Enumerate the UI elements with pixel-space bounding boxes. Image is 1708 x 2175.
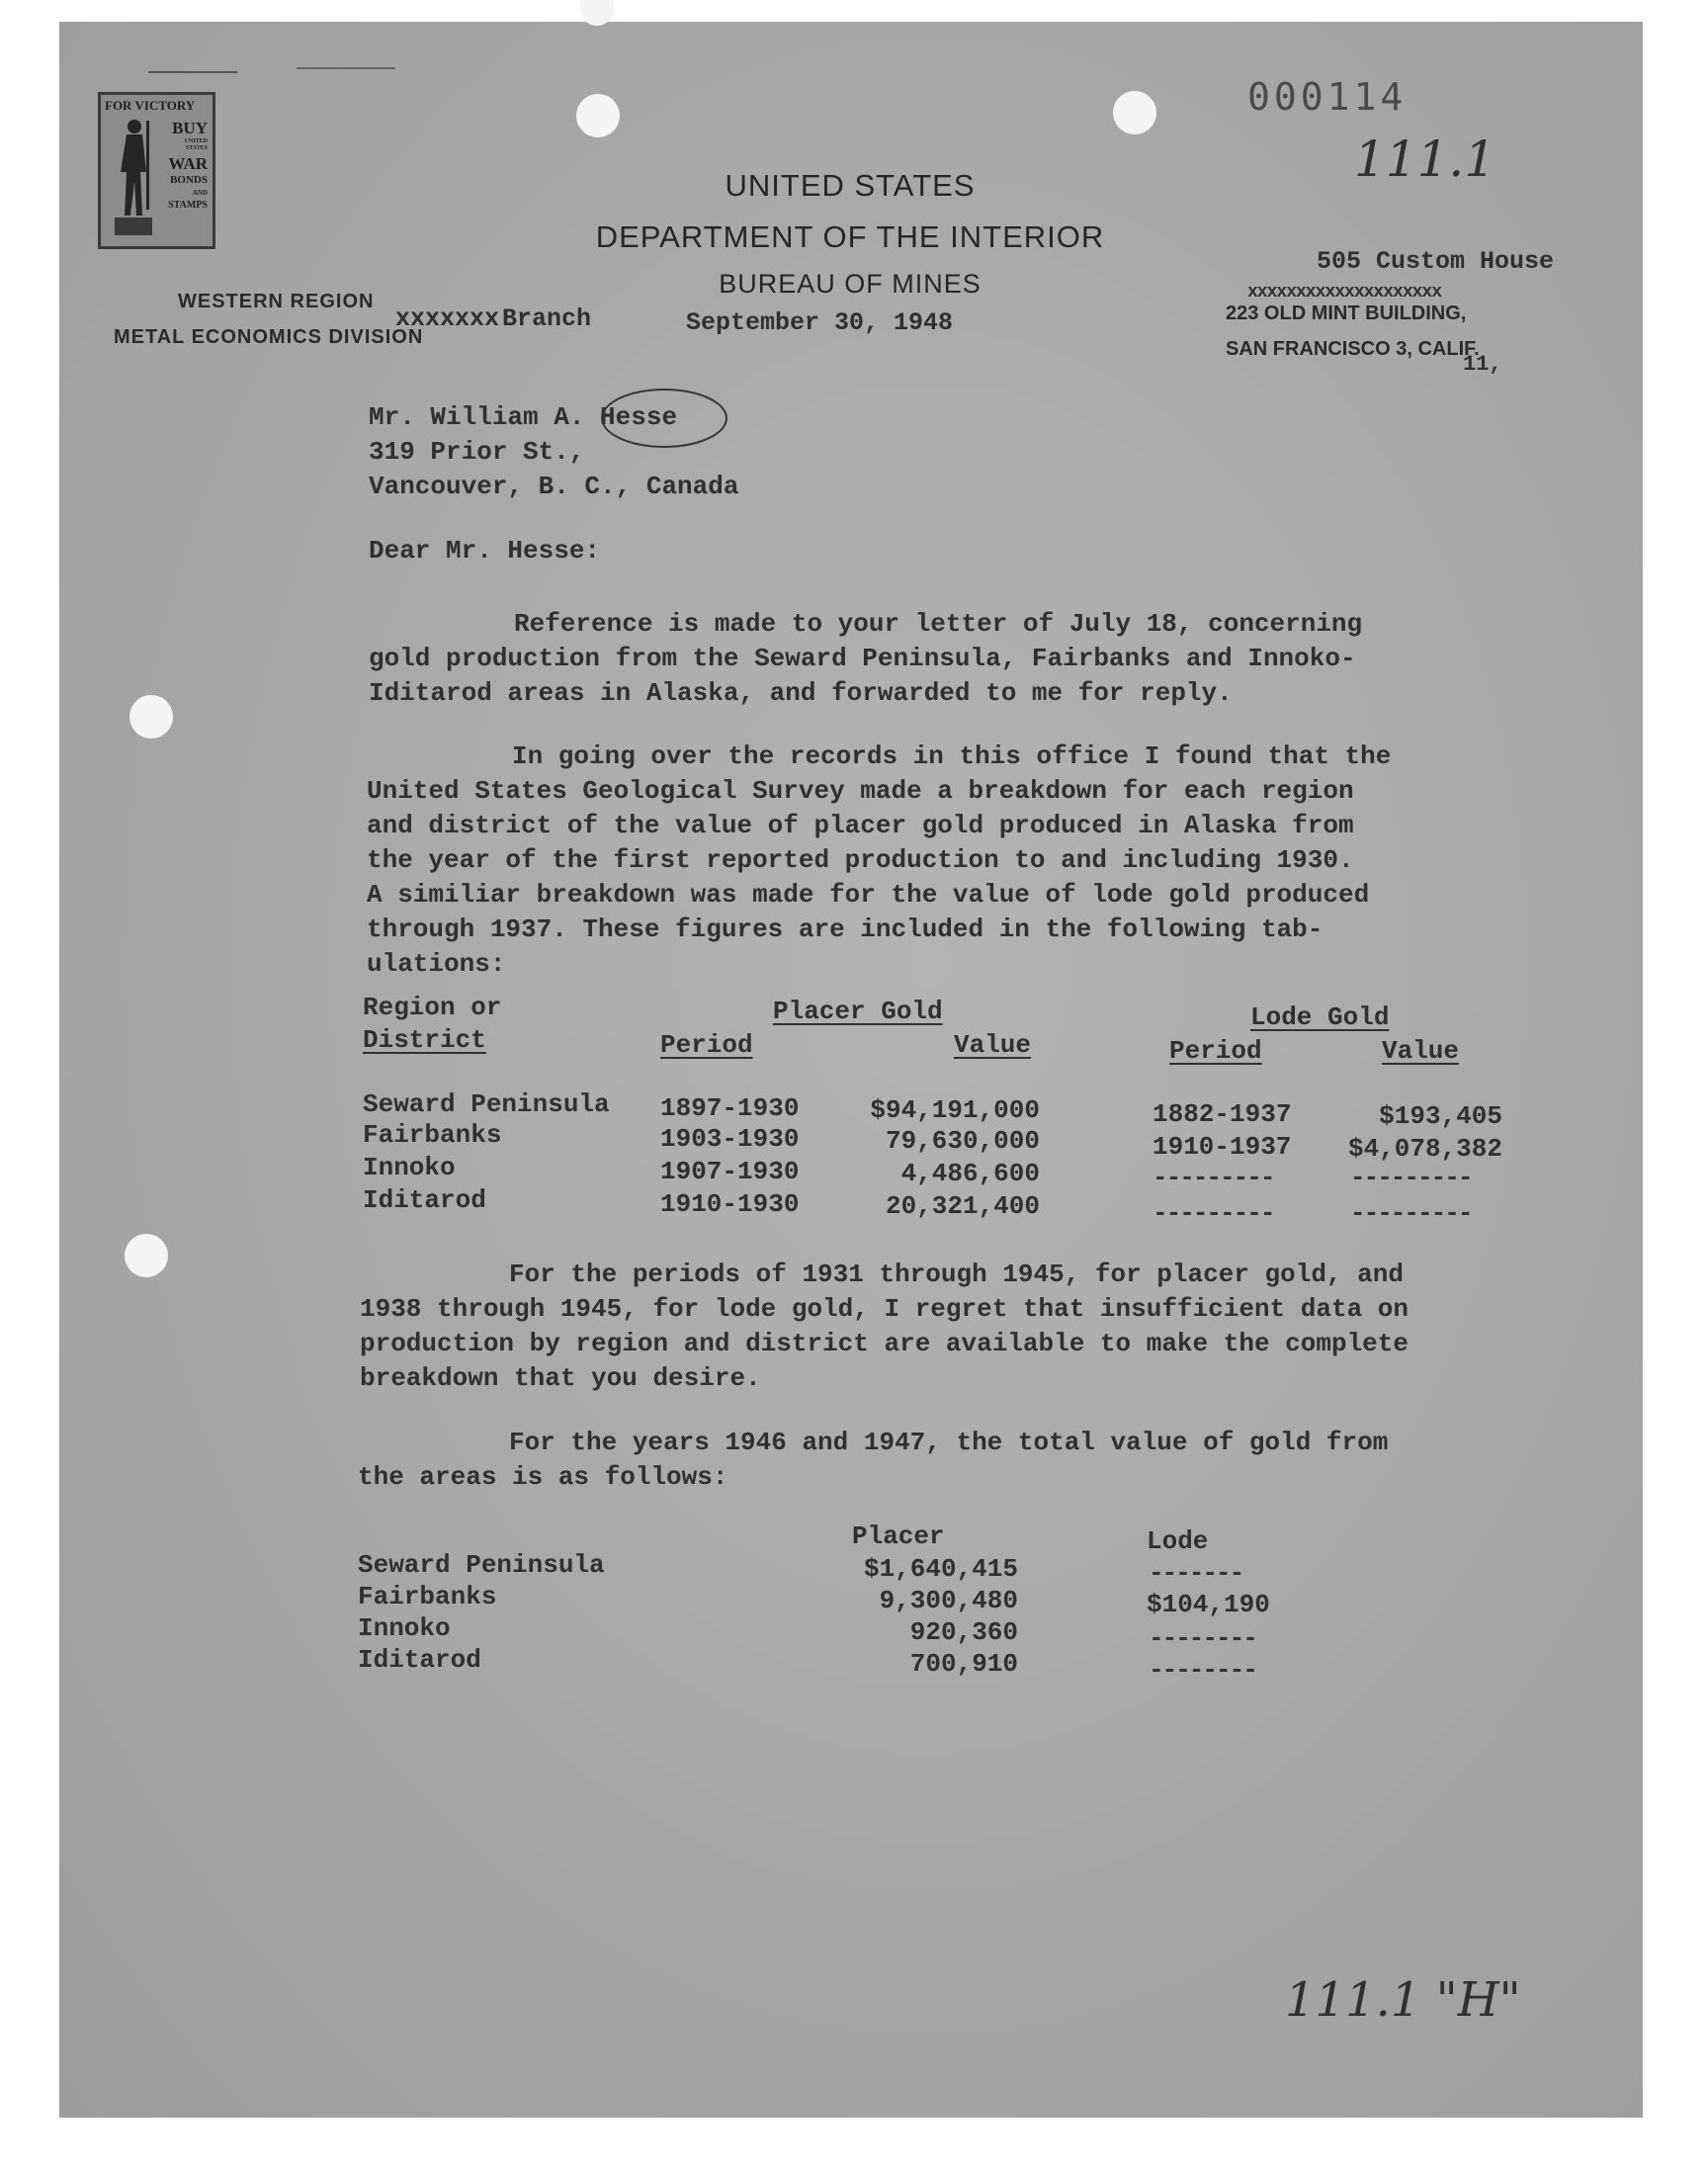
table1-lode-period: --------- [1153, 1198, 1274, 1228]
recipient-street: 319 Prior St., [369, 437, 585, 467]
table2-placer: $1,640,415 [863, 1554, 1018, 1584]
table2-lode: -------- [1149, 1655, 1256, 1685]
address-line-2: SAN FRANCISCO 3, CALIF. [1226, 338, 1480, 360]
address-typed: 505 Custom House [1317, 247, 1555, 276]
table1-placer-value: $94,191,000 [870, 1095, 1040, 1125]
table2-placer: 9,300,480 [879, 1586, 1018, 1615]
table1-header-lode-value: Value [1382, 1036, 1460, 1066]
division-label: METAL ECONOMICS DIVISION [114, 326, 424, 348]
letter-date: September 30, 1948 [686, 308, 954, 337]
margin-mark [148, 71, 237, 73]
table1-lode-value: $4,078,382 [1347, 1134, 1502, 1164]
agency-line-3: BUREAU OF MINES [719, 269, 982, 299]
paragraph-1-line: Iditarod areas in Alaska, and forwarded to me for reply. [369, 678, 1233, 708]
minuteman-icon [109, 113, 156, 243]
agency-line-2: DEPARTMENT OF THE INTERIOR [595, 219, 1105, 254]
recipient-surname: Hesse [600, 402, 678, 432]
war-bonds-stamp [98, 92, 215, 249]
table1-region: Innoko [363, 1153, 456, 1182]
table1-lode-value: --------- [1350, 1198, 1472, 1228]
stamp-line-7: STAMPS [168, 200, 208, 211]
table2-region: Iditarod [358, 1645, 481, 1675]
file-code-bottom: 111.1 "H" [1285, 1972, 1521, 2028]
punch-hole [576, 94, 620, 137]
table1-region: Fairbanks [363, 1120, 502, 1150]
stamp-line-5: BONDS [170, 174, 208, 186]
punch-hole [125, 1234, 168, 1277]
table2-lode: $104,190 [1147, 1590, 1270, 1619]
salutation: Dear Mr. Hesse: [369, 536, 601, 566]
table1-header-region: Region or [363, 993, 502, 1022]
table1-header-placer-value: Value [954, 1030, 1032, 1060]
table1-placer-value: 20,321,400 [885, 1191, 1040, 1221]
paragraph-3-line: production by region and district are available to make the complete [360, 1329, 1409, 1358]
table1-placer-value: 4,486,600 [900, 1159, 1040, 1188]
paragraph-3-line: breakdown that you desire. [360, 1363, 761, 1393]
table1-lode-value: $193,405 [1379, 1101, 1502, 1131]
table2-placer: 920,360 [909, 1617, 1018, 1647]
table1-placer-period: 1903-1930 [660, 1124, 800, 1154]
table2-placer: 700,910 [909, 1649, 1018, 1679]
table1-header-lode-period: Period [1169, 1036, 1262, 1066]
table2-lode: -------- [1149, 1623, 1256, 1653]
table2-region: Innoko [358, 1613, 451, 1643]
table1-placer-period: 1910-1930 [660, 1189, 800, 1219]
address-struck: xxxxxxxxxxxxxxxxxxxx [1247, 283, 1442, 303]
region-label: WESTERN REGION [178, 291, 375, 312]
paragraph-2-line: through 1937. These figures are included in the following tab- [367, 914, 1324, 944]
table2-region: Fairbanks [358, 1582, 497, 1611]
paragraph-2-line: ulations: [367, 949, 506, 979]
document-number-stamp: 000114 [1247, 75, 1408, 119]
stamp-line-2: BUY [172, 119, 208, 137]
table2-region: Seward Peninsula [358, 1550, 605, 1580]
table1-lode-value: --------- [1350, 1163, 1472, 1192]
paragraph-3-line: 1938 through 1945, for lode gold, I regret that insufficient data on [360, 1294, 1409, 1324]
stamp-line-6: AND [192, 189, 208, 197]
paragraph-1-line: Reference is made to your letter of July 18, concerning [514, 609, 1363, 639]
branch-label: Branch [502, 304, 592, 333]
paragraph-2-line: A similiar breakdown was made for the value of lode gold produced [367, 880, 1370, 910]
paragraph-2-line: the year of the first reported production to and including 1930. [367, 845, 1354, 875]
agency-line-1: UNITED STATES [725, 168, 976, 203]
stamp-line-1: FOR VICTORY [105, 98, 196, 113]
paragraph-2-line: and district of the value of placer gold produced in Alaska from [367, 811, 1354, 840]
stamp-line-3: UNITED STATES [184, 138, 208, 151]
recipient-city: Vancouver, B. C., Canada [369, 472, 739, 501]
paragraph-4-line: For the years 1946 and 1947, the total value of gold from [509, 1428, 1389, 1457]
table2-header-placer: Placer [852, 1522, 945, 1551]
surname-circle [601, 389, 727, 448]
table1-header-lode-gold: Lode Gold [1250, 1002, 1390, 1032]
stamp-line-4: WAR [168, 154, 208, 173]
table1-lode-period: --------- [1153, 1163, 1274, 1192]
punch-hole [1113, 91, 1156, 134]
paragraph-4-line: the areas is as follows: [358, 1462, 728, 1492]
table1-header-placer-period: Period [660, 1030, 753, 1060]
address-suffix: 11, [1463, 352, 1502, 377]
address-line-1: 223 OLD MINT BUILDING, [1226, 303, 1467, 324]
table1-header-placer-gold: Placer Gold [773, 997, 943, 1026]
paragraph-3-line: For the periods of 1931 through 1945, for placer gold, and [509, 1260, 1404, 1289]
table1-placer-period: 1907-1930 [660, 1157, 800, 1186]
punch-hole [129, 695, 173, 739]
table2-lode: ------- [1149, 1558, 1243, 1588]
table1-placer-period: 1897-1930 [660, 1093, 800, 1123]
table1-header-district: District [363, 1025, 486, 1055]
branch-struck: xxxxxxx [395, 304, 500, 333]
margin-mark [297, 67, 395, 69]
paragraph-2-line: In going over the records in this office I found that the [512, 741, 1392, 771]
table1-region: Seward Peninsula [363, 1089, 610, 1119]
table2-header-lode: Lode [1147, 1526, 1209, 1556]
recipient-name-prefix: Mr. William A. [369, 402, 585, 432]
file-code-top: 111.1 [1354, 130, 1496, 188]
table1-placer-value: 79,630,000 [885, 1126, 1040, 1156]
table1-lode-period: 1910-1937 [1153, 1132, 1292, 1162]
paragraph-1-line: gold production from the Seward Peninsula, Fairbanks and Innoko- [369, 644, 1356, 673]
table1-region: Iditarod [363, 1185, 486, 1215]
paragraph-2-line: United States Geological Survey made a breakdown for each region [367, 776, 1354, 806]
table1-lode-period: 1882-1937 [1153, 1099, 1292, 1129]
